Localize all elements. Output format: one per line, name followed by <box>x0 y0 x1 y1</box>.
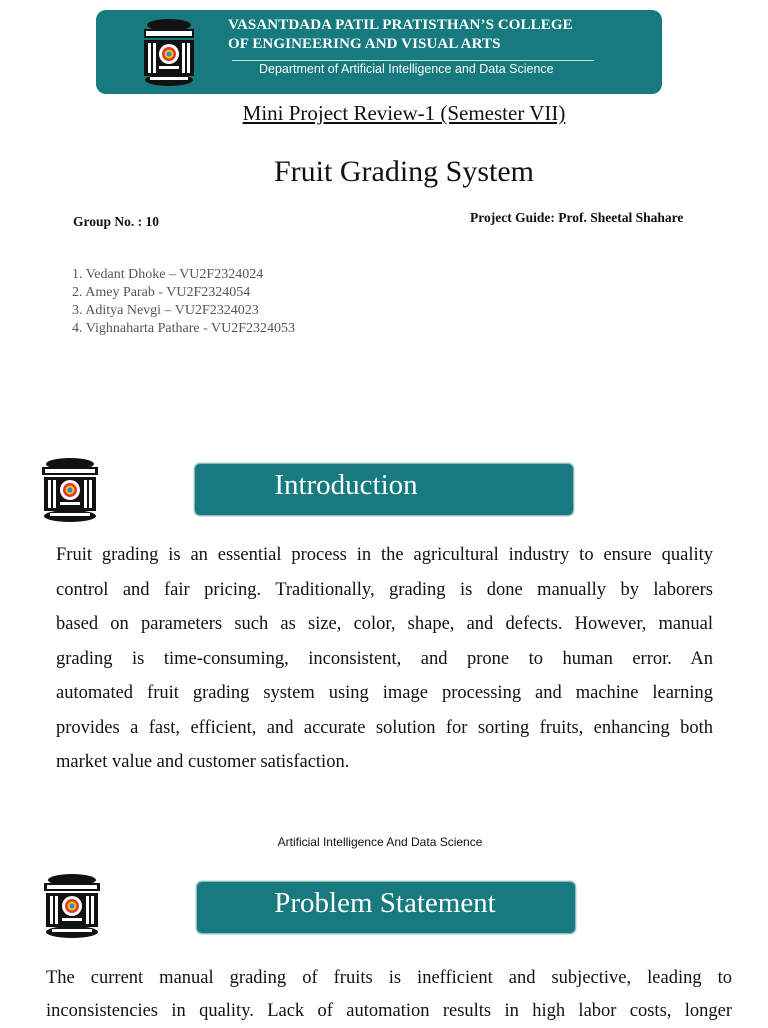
member-item: 3. Aditya Nevgi – VU2F2324023 <box>72 303 259 318</box>
intro-line: control and fair pricing. Traditionally, grading is done manually by laborers <box>56 579 713 600</box>
intro-line: based on parameters such as size, color, shape, and defects. However, manual <box>56 614 713 634</box>
problem-statement-heading: Problem Statement <box>274 887 496 919</box>
intro-line: Fruit grading is an essential process in the agricultural industry to ensure quality <box>56 545 713 565</box>
college-logo-icon <box>138 16 200 88</box>
banner-divider <box>232 60 594 61</box>
intro-line: market value and customer satisfaction. <box>56 752 350 772</box>
intro-line: automated fruit grading system using image processing and machine learning <box>56 683 713 703</box>
college-logo-icon <box>40 873 104 939</box>
review-title: Mini Project Review-1 (Semester VII) <box>242 101 566 125</box>
footer-note: Artificial Intelligence And Data Science <box>277 835 483 849</box>
introduction-paragraph <box>56 538 713 780</box>
introduction-heading: Introduction <box>274 469 418 501</box>
college-name-line1: VASANTDADA PATIL PRATISTHAN’S COLLEGE <box>228 17 573 33</box>
project-title: Fruit Grading System <box>274 155 534 188</box>
intro-line: provides a fast, efficient, and accurate solution for sorting fruits, enhancing both <box>56 717 713 738</box>
college-name-line2: OF ENGINEERING AND VISUAL ARTS <box>228 36 501 52</box>
member-list <box>72 266 295 338</box>
intro-line: grading is time-consuming, inconsistent, and prone to human error. An <box>56 648 713 669</box>
group-number: Group No. : 10 <box>73 214 160 229</box>
college-header-banner <box>96 10 662 94</box>
college-logo-icon <box>38 457 102 523</box>
problem-statement-paragraph <box>46 962 732 1028</box>
member-item: 2. Amey Parab - VU2F2324054 <box>72 285 251 300</box>
introduction-heading-box <box>194 463 574 516</box>
problem-line: The current manual grading of fruits is inefficient and subjective, leading to <box>46 968 732 988</box>
member-item: 1. Vedant Dhoke – VU2F2324024 <box>72 267 264 282</box>
problem-statement-heading-box <box>196 881 576 934</box>
problem-line: inconsistencies in quality. Lack of automation results in high labor costs, longer <box>46 1001 732 1021</box>
member-item: 4. Vighnaharta Pathare - VU2F2324053 <box>72 321 295 336</box>
department-name: Department of Artificial Intelligence and Data Science <box>259 62 554 76</box>
project-guide: Project Guide: Prof. Sheetal Shahare <box>470 210 684 225</box>
